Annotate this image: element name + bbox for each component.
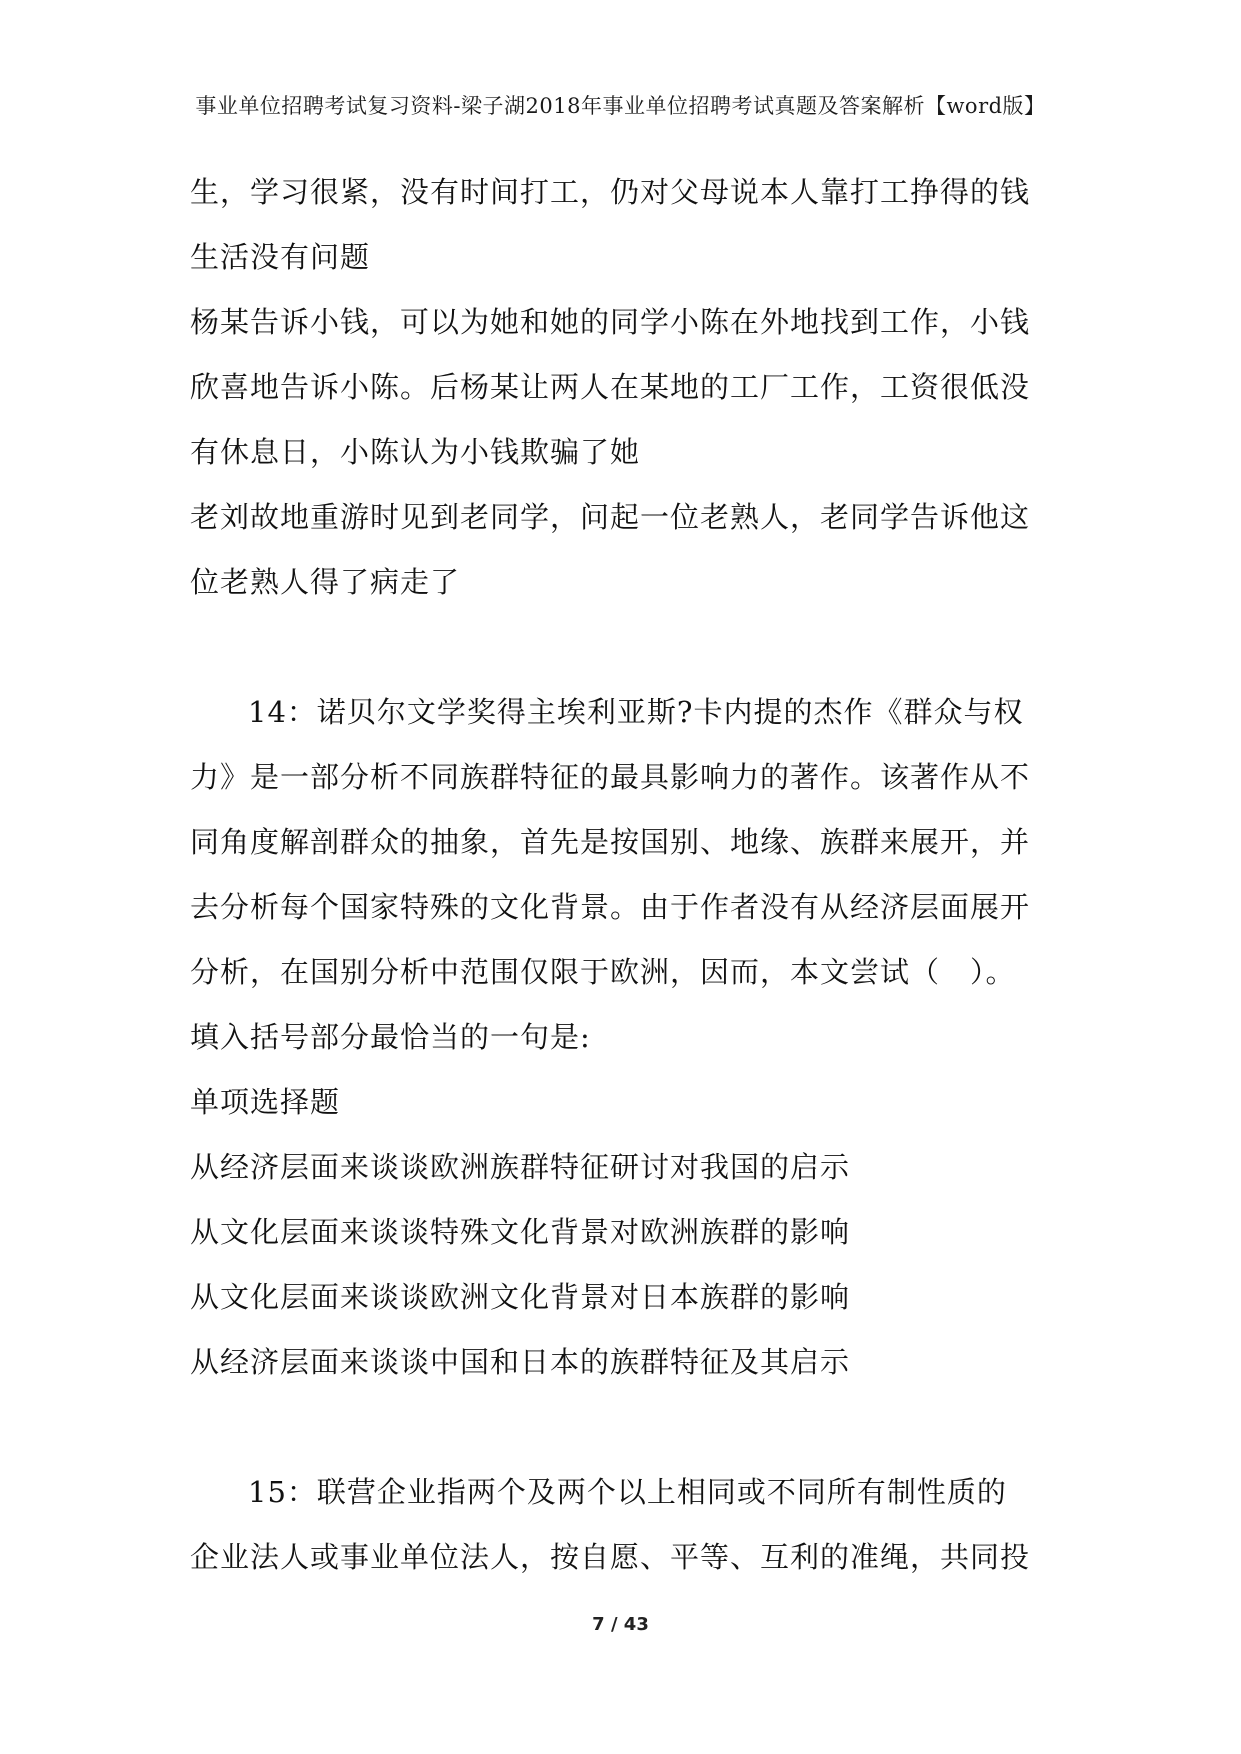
answer-option: 从文化层面来谈谈特殊文化背景对欧洲族群的影响 — [190, 1215, 851, 1249]
question-14-stem: 力》是一部分析不同族群特征的最具影响力的著作。该著作从不 — [190, 760, 1031, 794]
text-line: 老刘故地重游时见到老同学，问起一位老熟人，老同学告诉他这 — [190, 500, 1031, 534]
document-body — [190, 160, 1060, 1590]
question-type-label: 单项选择题 — [190, 1085, 341, 1119]
answer-option: 从经济层面来谈谈欧洲族群特征研讨对我国的启示 — [190, 1150, 851, 1184]
text-line: 位老熟人得了病走了 — [190, 565, 461, 599]
text-line: 生，学习很紧，没有时间打工，仍对父母说本人靠打工挣得的钱 — [190, 175, 1031, 209]
question-14-stem: 去分析每个国家特殊的文化背景。由于作者没有从经济层面展开 — [190, 890, 1031, 924]
paragraph-gap — [190, 615, 1060, 680]
question-14-stem: 分析，在国别分析中范围仅限于欧洲，因而，本文尝试（ ）。 — [190, 955, 1016, 989]
answer-option: 从文化层面来谈谈欧洲文化背景对日本族群的影响 — [190, 1280, 851, 1314]
page-number: 7 / 43 — [592, 1614, 649, 1635]
question-14-stem: 14：诺贝尔文学奖得主埃利亚斯?卡内提的杰作《群众与权 — [248, 695, 1024, 729]
question-14-prompt: 填入括号部分最恰当的一句是: — [190, 1020, 591, 1054]
question-15-stem: 15：联营企业指两个及两个以上相同或不同所有制性质的 — [248, 1475, 1007, 1509]
question-14-stem: 同角度解剖群众的抽象，首先是按国别、地缘、族群来展开，并 — [190, 825, 1031, 859]
answer-option: 从经济层面来谈谈中国和日本的族群特征及其启示 — [190, 1345, 851, 1379]
text-line: 欣喜地告诉小陈。后杨某让两人在某地的工厂工作，工资很低没 — [190, 370, 1031, 404]
text-line: 有休息日，小陈认为小钱欺骗了她 — [190, 435, 641, 469]
text-line: 杨某告诉小钱，可以为她和她的同学小陈在外地找到工作，小钱 — [190, 305, 1031, 339]
paragraph-gap — [190, 1395, 1060, 1460]
question-15-stem: 企业法人或事业单位法人，按自愿、平等、互利的准绳，共同投 — [190, 1540, 1031, 1574]
text-line: 生活没有问题 — [190, 240, 371, 274]
document-header: 事业单位招聘考试复习资料-梁子湖2018年事业单位招聘考试真题及答案解析【word版】 — [195, 94, 1046, 118]
